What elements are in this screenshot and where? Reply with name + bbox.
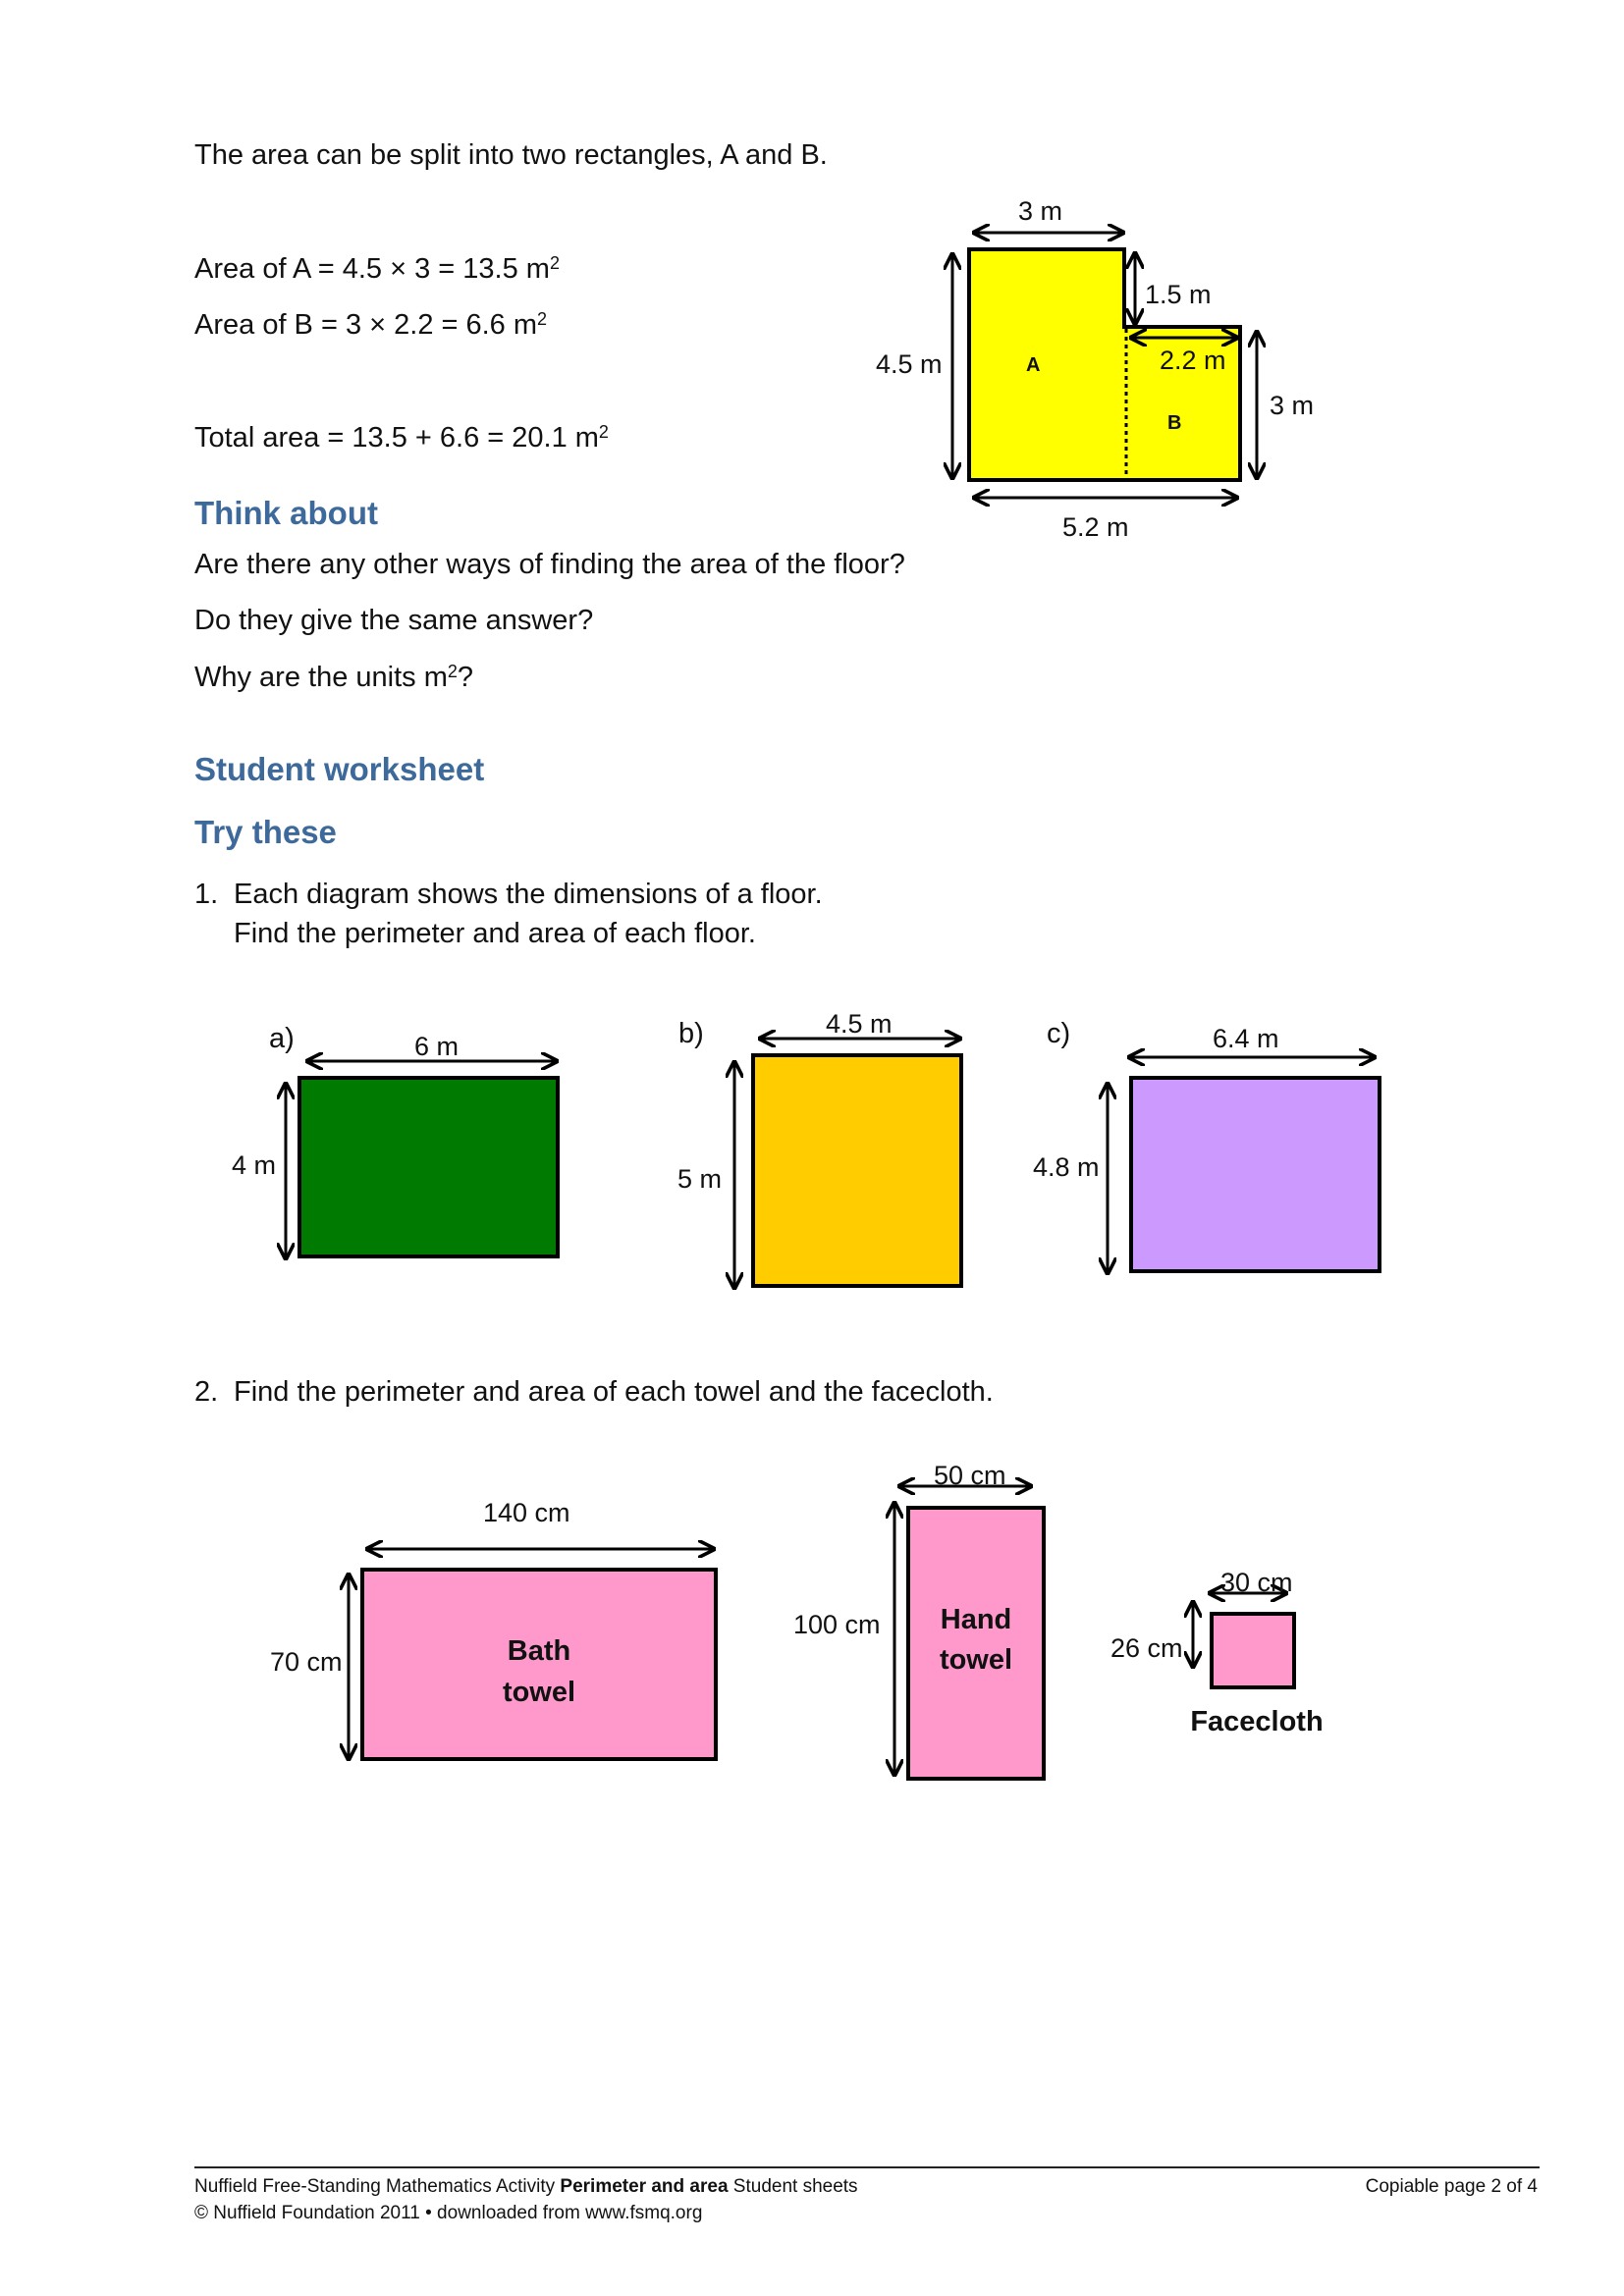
area-a-sup: 2 bbox=[549, 253, 560, 273]
bath-towel-width: 140 cm bbox=[483, 1498, 570, 1527]
hand-towel-width: 50 cm bbox=[934, 1461, 1006, 1490]
think-question-1: Are there any other ways of finding the area of the floor? bbox=[194, 549, 905, 580]
footer-rule bbox=[194, 2166, 1540, 2168]
think-question-3 bbox=[194, 661, 473, 694]
q1-line-2: Find the perimeter and area of each floor. bbox=[234, 918, 756, 949]
student-worksheet-heading: Student worksheet bbox=[194, 751, 485, 787]
area-a-text: Area of A = 4.5 × 3 = 13.5 m bbox=[194, 253, 550, 285]
floor-a-label: a) bbox=[269, 1023, 295, 1054]
floor-b-label: b) bbox=[678, 1018, 704, 1049]
q1-number: 1. bbox=[194, 879, 219, 910]
footer-page-number: Copiable page 2 of 4 bbox=[1365, 2176, 1538, 2197]
total-area-text: Total area = 13.5 + 6.6 = 20.1 m bbox=[194, 422, 599, 454]
units-question-sup: 2 bbox=[447, 662, 458, 681]
units-question-mark: ? bbox=[457, 662, 474, 693]
total-area-sup: 2 bbox=[598, 422, 609, 442]
q1-line-1: Each diagram shows the dimensions of a floor. bbox=[234, 879, 823, 910]
floor-b bbox=[734, 1039, 961, 1288]
footer-prefix: Nuffield Free-Standing Mathematics Activity bbox=[194, 2176, 561, 2197]
floor-a-height: 4 m bbox=[232, 1150, 277, 1180]
floor-a bbox=[286, 1061, 558, 1258]
try-these-heading: Try these bbox=[194, 814, 337, 850]
footer-line-2: © Nuffield Foundation 2011 • downloaded from www.fsmq.org bbox=[194, 2203, 703, 2223]
bath-towel-name-2: towel bbox=[502, 1677, 576, 1708]
area-b-sup: 2 bbox=[537, 309, 548, 329]
footer-line-1 bbox=[194, 2176, 858, 2198]
l-notch-height-label: 1.5 m bbox=[1145, 280, 1212, 309]
floor-c-width: 6.4 m bbox=[1213, 1024, 1279, 1053]
q2-text: Find the perimeter and area of each towel and the facecloth. bbox=[234, 1376, 994, 1408]
bath-towel-name-1: Bath bbox=[507, 1635, 571, 1667]
region-a-label: A bbox=[1026, 354, 1041, 376]
units-question-text: Why are the units m bbox=[194, 662, 448, 693]
floor-b-height: 5 m bbox=[677, 1164, 723, 1194]
facecloth-width: 30 cm bbox=[1220, 1568, 1293, 1597]
facecloth-height: 26 cm bbox=[1110, 1633, 1183, 1663]
floor-c-label: c) bbox=[1047, 1018, 1071, 1049]
floor-a-width: 6 m bbox=[414, 1032, 460, 1061]
hand-towel-name-2: towel bbox=[939, 1644, 1013, 1676]
q2-number: 2. bbox=[194, 1376, 219, 1408]
hand-towel-height: 100 cm bbox=[793, 1610, 881, 1639]
l-bottom-width-label: 5.2 m bbox=[1062, 512, 1129, 542]
footer-activity-title: Perimeter and area bbox=[560, 2176, 729, 2197]
facecloth bbox=[1193, 1593, 1294, 1687]
facecloth-name: Facecloth bbox=[1190, 1706, 1324, 1737]
floor-c bbox=[1108, 1057, 1380, 1273]
l-right-height-label: 3 m bbox=[1270, 391, 1315, 420]
floor-b-width: 4.5 m bbox=[826, 1009, 893, 1039]
floor-c-height: 4.8 m bbox=[1033, 1152, 1100, 1182]
footer-suffix: Student sheets bbox=[728, 2176, 858, 2197]
l-top-width-label: 3 m bbox=[1018, 196, 1063, 226]
hand-towel-name-1: Hand bbox=[940, 1604, 1012, 1635]
l-b-width-label: 2.2 m bbox=[1160, 346, 1226, 375]
region-b-label: B bbox=[1167, 412, 1182, 434]
intro-text: The area can be split into two rectangles, A and B. bbox=[194, 139, 828, 171]
area-b-text: Area of B = 3 × 2.2 = 6.6 m bbox=[194, 309, 538, 341]
l-left-height-label: 4.5 m bbox=[876, 349, 943, 379]
bath-towel-height: 70 cm bbox=[270, 1647, 343, 1677]
think-question-2: Do they give the same answer? bbox=[194, 605, 594, 636]
think-about-heading: Think about bbox=[194, 495, 378, 531]
